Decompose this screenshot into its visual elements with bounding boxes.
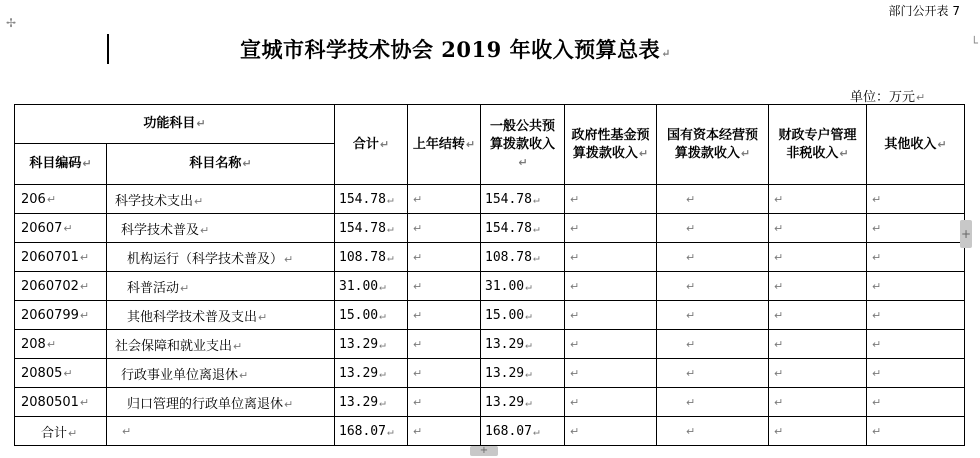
add-row-handle[interactable]: +	[470, 446, 498, 456]
column-header-gov-fund: 政府性基金预算拨款收入↵	[565, 105, 657, 185]
row-total: 13.29↵	[335, 388, 408, 417]
table-body	[15, 185, 965, 417]
total-row-name-cell: ↵	[107, 417, 335, 446]
row-gov-fund: ↵	[565, 330, 657, 359]
side-scroll-handle[interactable]: +	[960, 220, 972, 248]
row-total: 13.29↵	[335, 330, 408, 359]
budget-table	[14, 104, 965, 446]
table-row	[15, 272, 965, 301]
row-code: 20805↵	[15, 359, 107, 388]
row-gov-fund: ↵	[565, 272, 657, 301]
row-other: ↵	[867, 243, 965, 272]
table-move-handle-icon[interactable]: ✢	[5, 16, 17, 30]
row-prev-year: ↵	[408, 214, 481, 243]
row-other: ↵	[867, 359, 965, 388]
row-total: 154.78↵	[335, 185, 408, 214]
row-name: 科学技术支出↵	[107, 185, 335, 214]
row-special-fiscal: ↵	[769, 272, 867, 301]
row-state-capital: ↵	[657, 272, 769, 301]
row-other: ↵	[867, 388, 965, 417]
column-header-state-capital: 国有资本经营预算拨款收入↵	[657, 105, 769, 185]
row-state-capital: ↵	[657, 359, 769, 388]
column-header-other: 其他收入↵	[867, 105, 965, 185]
unit-label: 单位：万元↵	[850, 90, 926, 105]
row-prev-year: ↵	[408, 330, 481, 359]
row-special-fiscal: ↵	[769, 214, 867, 243]
corner-fold-icon: └	[970, 36, 978, 50]
column-header-group: 功能科目↵	[15, 105, 335, 144]
row-total: 108.78↵	[335, 243, 408, 272]
table-row	[15, 185, 965, 214]
page-title: 宣城市科学技术协会 2019 年收入预算总表↵	[240, 37, 671, 62]
row-gov-fund: ↵	[565, 388, 657, 417]
row-special-fiscal: ↵	[769, 301, 867, 330]
row-special-fiscal: ↵	[769, 330, 867, 359]
total-row-state-capital: ↵	[657, 417, 769, 446]
row-gov-fund: ↵	[565, 185, 657, 214]
row-other: ↵	[867, 214, 965, 243]
row-general: 15.00↵	[481, 301, 565, 330]
row-total: 31.00↵	[335, 272, 408, 301]
row-gov-fund: ↵	[565, 214, 657, 243]
row-name: 机构运行（科学技术普及）↵	[107, 243, 335, 272]
row-gov-fund: ↵	[565, 301, 657, 330]
table-row	[15, 301, 965, 330]
table-row	[15, 243, 965, 272]
row-code: 20607↵	[15, 214, 107, 243]
row-total: 154.78↵	[335, 214, 408, 243]
row-general: 154.78↵	[481, 185, 565, 214]
row-other: ↵	[867, 272, 965, 301]
row-special-fiscal: ↵	[769, 388, 867, 417]
row-general: 13.29↵	[481, 388, 565, 417]
column-header-total: 合计↵	[335, 105, 408, 185]
row-code: 2060701↵	[15, 243, 107, 272]
row-code: 2060702↵	[15, 272, 107, 301]
row-code: 2060799↵	[15, 301, 107, 330]
total-row-label: 合计↵	[15, 417, 107, 446]
row-name: 归口管理的行政单位离退休↵	[107, 388, 335, 417]
row-other: ↵	[867, 185, 965, 214]
row-state-capital: ↵	[657, 185, 769, 214]
row-prev-year: ↵	[408, 301, 481, 330]
row-prev-year: ↵	[408, 388, 481, 417]
row-special-fiscal: ↵	[769, 243, 867, 272]
row-gov-fund: ↵	[565, 359, 657, 388]
row-name: 其他科学技术普及支出↵	[107, 301, 335, 330]
row-state-capital: ↵	[657, 330, 769, 359]
text-cursor	[107, 34, 109, 64]
total-row-special-fiscal: ↵	[769, 417, 867, 446]
row-general: 31.00↵	[481, 272, 565, 301]
table-row	[15, 388, 965, 417]
row-total: 15.00↵	[335, 301, 408, 330]
total-row-prev-year: ↵	[408, 417, 481, 446]
row-name: 科学技术普及↵	[107, 214, 335, 243]
row-code: 208↵	[15, 330, 107, 359]
row-prev-year: ↵	[408, 185, 481, 214]
total-row-general: 168.07↵	[481, 417, 565, 446]
table-row	[15, 330, 965, 359]
document-label: 部门公开表 7	[888, 4, 960, 18]
row-special-fiscal: ↵	[769, 359, 867, 388]
row-total: 13.29↵	[335, 359, 408, 388]
row-state-capital: ↵	[657, 214, 769, 243]
table-row	[15, 359, 965, 388]
row-prev-year: ↵	[408, 272, 481, 301]
row-code: 206↵	[15, 185, 107, 214]
row-special-fiscal: ↵	[769, 185, 867, 214]
row-state-capital: ↵	[657, 388, 769, 417]
row-state-capital: ↵	[657, 301, 769, 330]
table-row	[15, 214, 965, 243]
column-header-special-fiscal: 财政专户管理非税收入↵	[769, 105, 867, 185]
row-general: 13.29↵	[481, 330, 565, 359]
total-row	[15, 417, 965, 446]
row-name: 行政事业单位离退休↵	[107, 359, 335, 388]
total-row-other: ↵	[867, 417, 965, 446]
row-code: 2080501↵	[15, 388, 107, 417]
row-other: ↵	[867, 301, 965, 330]
row-prev-year: ↵	[408, 359, 481, 388]
total-row-gov-fund: ↵	[565, 417, 657, 446]
row-general: 13.29↵	[481, 359, 565, 388]
row-prev-year: ↵	[408, 243, 481, 272]
row-general: 154.78↵	[481, 214, 565, 243]
column-header-code: 科目编码↵	[15, 144, 107, 185]
row-other: ↵	[867, 330, 965, 359]
column-header-prev-year: 上年结转↵	[408, 105, 481, 185]
total-row-total: 168.07↵	[335, 417, 408, 446]
row-gov-fund: ↵	[565, 243, 657, 272]
row-state-capital: ↵	[657, 243, 769, 272]
row-general: 108.78↵	[481, 243, 565, 272]
row-name: 科普活动↵	[107, 272, 335, 301]
row-name: 社会保障和就业支出↵	[107, 330, 335, 359]
header-row-1	[15, 105, 965, 144]
column-header-name: 科目名称↵	[107, 144, 335, 185]
column-header-general: 一般公共预算拨款收入↵	[481, 105, 565, 185]
